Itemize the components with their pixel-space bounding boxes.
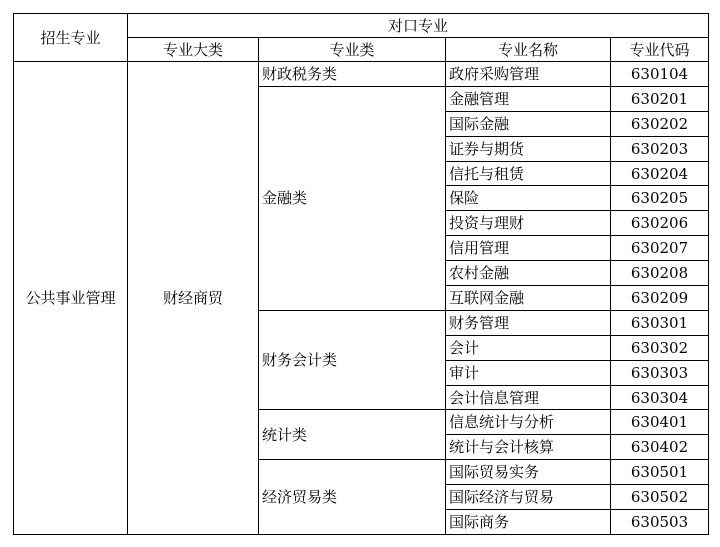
major-code-cell: 630402: [611, 435, 709, 460]
major-name-cell: 审计: [446, 360, 611, 385]
major-code-cell: 630205: [611, 186, 709, 211]
header-enroll-major: 招生专业: [14, 14, 128, 62]
major-code-cell: 630301: [611, 310, 709, 335]
major-name-cell: 农村金融: [446, 261, 611, 286]
major-code-cell: 630208: [611, 261, 709, 286]
major-code-cell: 630304: [611, 385, 709, 410]
major-code-cell: 630303: [611, 360, 709, 385]
header-major-category: 专业大类: [128, 38, 259, 62]
major-name-cell: 保险: [446, 186, 611, 211]
major-code-cell: 630104: [611, 62, 709, 87]
major-name-cell: 会计: [446, 335, 611, 360]
major-class-cell: 财政税务类: [259, 62, 446, 87]
major-name-cell: 国际贸易实务: [446, 460, 611, 485]
major-code-cell: 630201: [611, 86, 709, 111]
major-code-cell: 630501: [611, 460, 709, 485]
major-name-cell: 财务管理: [446, 310, 611, 335]
header-major-class: 专业类: [259, 38, 446, 62]
major-name-cell: 信用管理: [446, 236, 611, 261]
major-name-cell: 统计与会计核算: [446, 435, 611, 460]
major-code-cell: 630204: [611, 161, 709, 186]
major-class-cell: 经济贸易类: [259, 460, 446, 535]
enroll-major-cell: 公共事业管理: [14, 62, 128, 535]
major-name-cell: 信托与租赁: [446, 161, 611, 186]
major-class-cell: 统计类: [259, 410, 446, 460]
major-code-cell: 630503: [611, 510, 709, 535]
header-major-name: 专业名称: [446, 38, 611, 62]
major-name-cell: 互联网金融: [446, 286, 611, 311]
major-code-cell: 630209: [611, 286, 709, 311]
major-code-cell: 630203: [611, 136, 709, 161]
major-class-cell: 金融类: [259, 86, 446, 310]
major-name-cell: 会计信息管理: [446, 385, 611, 410]
major-mapping-table: [13, 13, 709, 535]
major-name-cell: 证券与期货: [446, 136, 611, 161]
major-category-cell: 财经商贸: [128, 62, 259, 535]
header-counterpart-major: 对口专业: [128, 14, 709, 38]
header-major-code: 专业代码: [611, 38, 709, 62]
major-code-cell: 630401: [611, 410, 709, 435]
major-code-cell: 630502: [611, 485, 709, 510]
major-name-cell: 金融管理: [446, 86, 611, 111]
table-row: [14, 62, 709, 87]
major-code-cell: 630302: [611, 335, 709, 360]
major-class-cell: 财务会计类: [259, 310, 446, 410]
major-name-cell: 国际经济与贸易: [446, 485, 611, 510]
major-name-cell: 国际金融: [446, 111, 611, 136]
major-name-cell: 信息统计与分析: [446, 410, 611, 435]
major-name-cell: 投资与理财: [446, 211, 611, 236]
major-code-cell: 630202: [611, 111, 709, 136]
major-code-cell: 630206: [611, 211, 709, 236]
major-name-cell: 国际商务: [446, 510, 611, 535]
major-name-cell: 政府采购管理: [446, 62, 611, 87]
major-code-cell: 630207: [611, 236, 709, 261]
